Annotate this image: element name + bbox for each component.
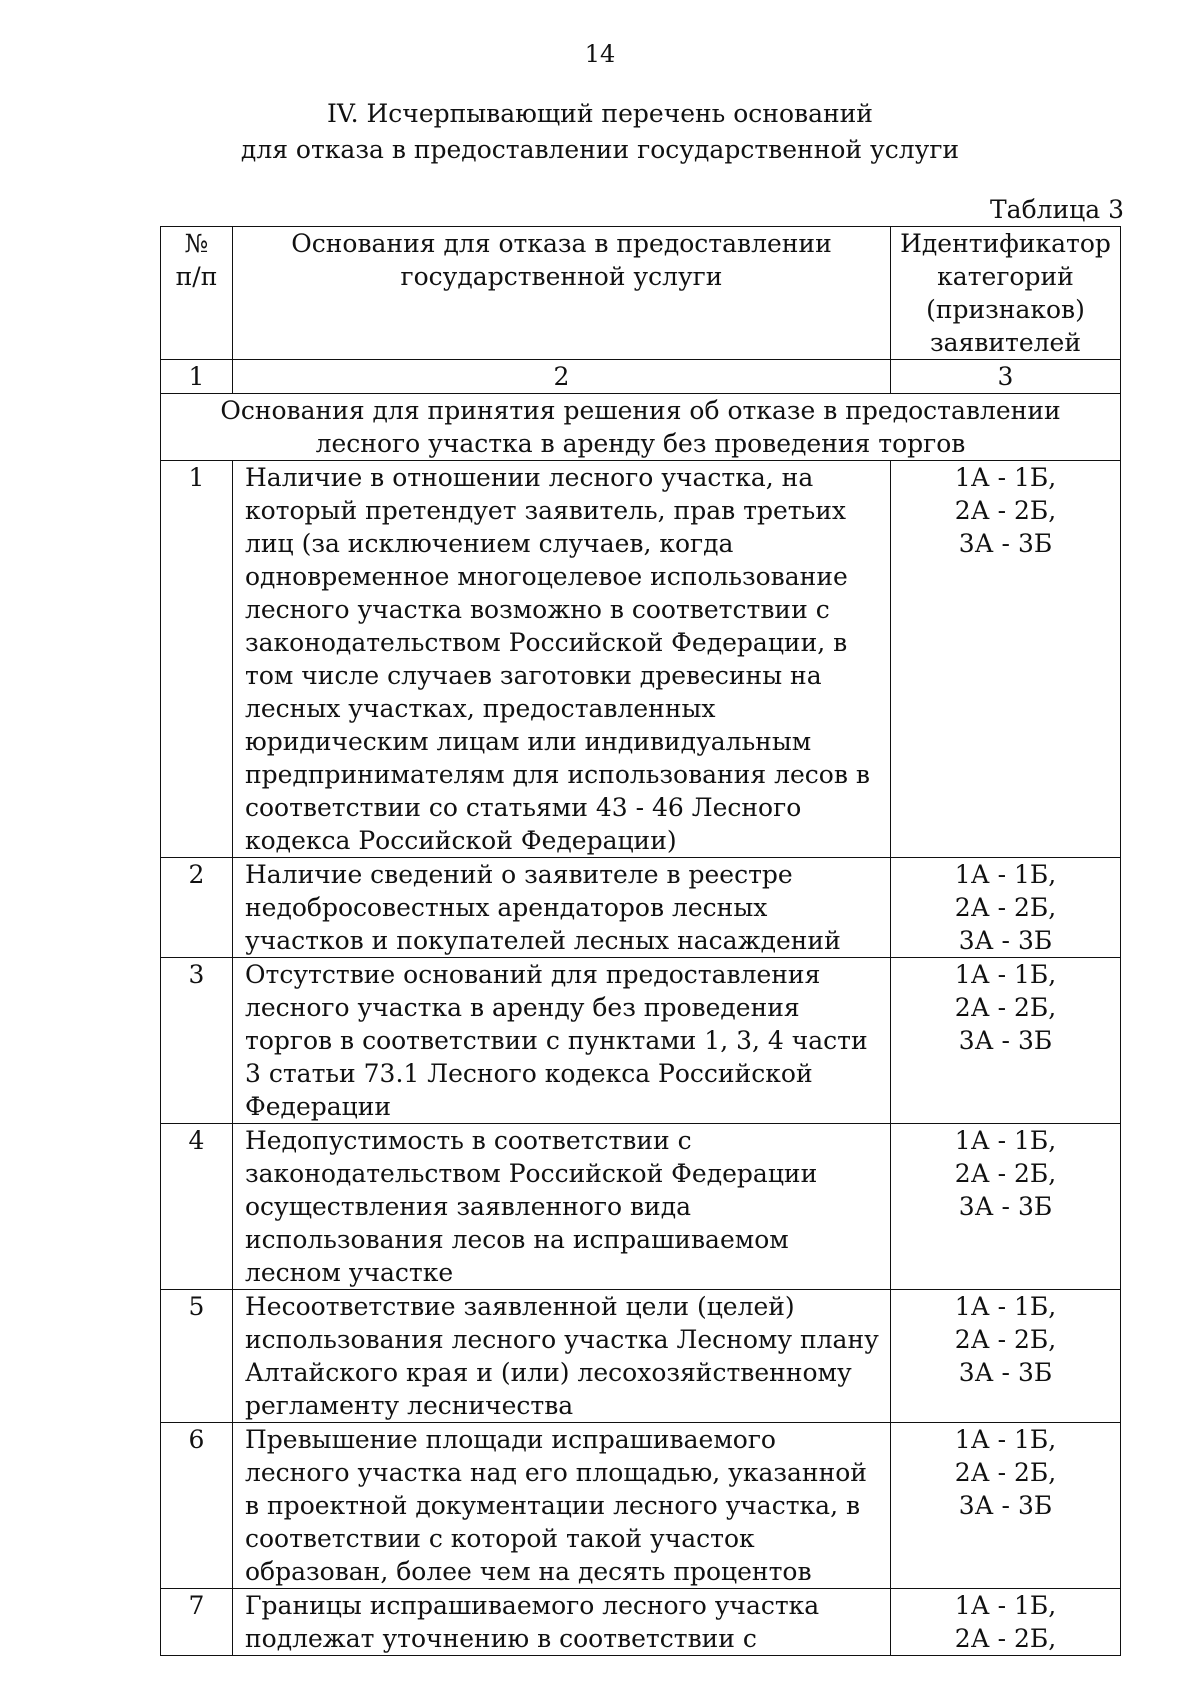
header-grounds-line-1: Основания для отказа в предоставлении: [291, 229, 832, 258]
row-identifier-cell: [891, 461, 1121, 858]
column-number-cell: 1: [161, 360, 233, 394]
identifier-value: 2А - 2Б,: [954, 1159, 1057, 1188]
header-number-label: п/п: [175, 262, 218, 291]
row-grounds-cell: Отсутствие оснований для предоставления лесного участка в аренду без проведения торгов в соответствии с пунктами 1, 3, 4 части 3 статьи 73.1 Лесного кодекса Российской Федерации: [233, 958, 891, 1124]
row-number-cell: 4: [161, 1124, 233, 1290]
row-number-cell: 6: [161, 1423, 233, 1589]
header-number-sign: №: [184, 229, 209, 258]
row-identifier-cell: [891, 1423, 1121, 1589]
table-row: [161, 858, 1121, 958]
section-title-line-1: IV. Исчерпывающий перечень оснований: [327, 99, 873, 128]
header-grounds-cell: [233, 227, 891, 360]
column-number-row: [161, 360, 1121, 394]
section-heading-row: [161, 394, 1121, 461]
row-number-cell: 2: [161, 858, 233, 958]
row-grounds-cell: Границы испрашиваемого лесного участка подлежат уточнению в соответствии с: [233, 1589, 891, 1656]
row-identifier-cell: [891, 1589, 1121, 1656]
row-identifier-cell: [891, 1124, 1121, 1290]
row-number-cell: 7: [161, 1589, 233, 1656]
identifier-value: 1А - 1Б,: [954, 1292, 1057, 1321]
table-row: [161, 958, 1121, 1124]
row-number-cell: 5: [161, 1290, 233, 1423]
identifier-value: 1А - 1Б,: [954, 960, 1057, 989]
header-identifier-line-4: заявителей: [929, 328, 1081, 357]
header-identifier-line-1: Идентификатор: [900, 229, 1111, 258]
identifier-value: 2А - 2Б,: [954, 993, 1057, 1022]
header-number-cell: [161, 227, 233, 360]
identifier-value: 2А - 2Б,: [954, 1624, 1057, 1653]
refusal-grounds-table: [160, 226, 1121, 1656]
header-identifier-line-2: категорий: [937, 262, 1074, 291]
section-heading-cell: Основания для принятия решения об отказе в предоставлении лесного участка в аренду без проведения торгов: [161, 394, 1121, 461]
identifier-value: 3А - 3Б: [958, 529, 1053, 558]
row-identifier-cell: [891, 958, 1121, 1124]
page-number: 14: [584, 40, 616, 68]
identifier-value: 3А - 3Б: [958, 1491, 1053, 1520]
section-title-line-2: для отказа в предоставлении государственной услуги: [240, 135, 960, 164]
identifier-value: 3А - 3Б: [958, 1026, 1053, 1055]
identifier-value: 1А - 1Б,: [954, 1591, 1057, 1620]
table-header-row: [161, 227, 1121, 360]
identifier-value: 2А - 2Б,: [954, 1325, 1057, 1354]
table-row: [161, 1423, 1121, 1589]
table-row: [161, 1589, 1121, 1656]
row-grounds-cell: Несоответствие заявленной цели (целей) использования лесного участка Лесному плану Алтайского края и (или) лесохозяйственному регламенту лесничества: [233, 1290, 891, 1423]
row-identifier-cell: [891, 1290, 1121, 1423]
identifier-value: 3А - 3Б: [958, 1192, 1053, 1221]
row-grounds-cell: Недопустимость в соответствии с законодательством Российской Федерации осуществления заявленного вида использования лесов на испрашиваемом лесном участке: [233, 1124, 891, 1290]
section-title: [0, 96, 1200, 168]
row-grounds-cell: Наличие сведений о заявителе в реестре недобросовестных арендаторов лесных участков и покупателей лесных насаждений: [233, 858, 891, 958]
identifier-value: 2А - 2Б,: [954, 1458, 1057, 1487]
row-number-cell: 1: [161, 461, 233, 858]
row-number-cell: 3: [161, 958, 233, 1124]
table-row: [161, 1290, 1121, 1423]
table-caption: Таблица 3: [990, 195, 1125, 224]
header-grounds-line-2: государственной услуги: [400, 262, 723, 291]
column-number-cell: 3: [891, 360, 1121, 394]
identifier-value: 1А - 1Б,: [954, 1126, 1057, 1155]
table-row: [161, 461, 1121, 858]
identifier-value: 1А - 1Б,: [954, 1425, 1057, 1454]
identifier-value: 1А - 1Б,: [954, 463, 1057, 492]
identifier-value: 2А - 2Б,: [954, 893, 1057, 922]
identifier-value: 3А - 3Б: [958, 1358, 1053, 1387]
row-grounds-cell: Наличие в отношении лесного участка, на который претендует заявитель, прав третьих лиц (за исключением случаев, когда одновременное многоцелевое использование лесного участка возможно в соответствии с законодательством Российской Федерации, в том числе случаев заготовки древесины на лесных участках, предоставленных юридическим лицам или индивидуальным предпринимателям для использования лесов в соответствии со статьями 43 - 46 Лесного кодекса Российской Федерации): [233, 461, 891, 858]
table-row: [161, 1124, 1121, 1290]
row-grounds-cell: Превышение площади испрашиваемого лесного участка над его площадью, указанной в проектной документации лесного участка, в соответствии с которой такой участок образован, более чем на десять процентов: [233, 1423, 891, 1589]
column-number-cell: 2: [233, 360, 891, 394]
header-identifier-line-3: (признаков): [926, 295, 1085, 324]
identifier-value: 3А - 3Б: [958, 926, 1053, 955]
identifier-value: 2А - 2Б,: [954, 496, 1057, 525]
identifier-value: 1А - 1Б,: [954, 860, 1057, 889]
header-identifier-cell: [891, 227, 1121, 360]
row-identifier-cell: [891, 858, 1121, 958]
